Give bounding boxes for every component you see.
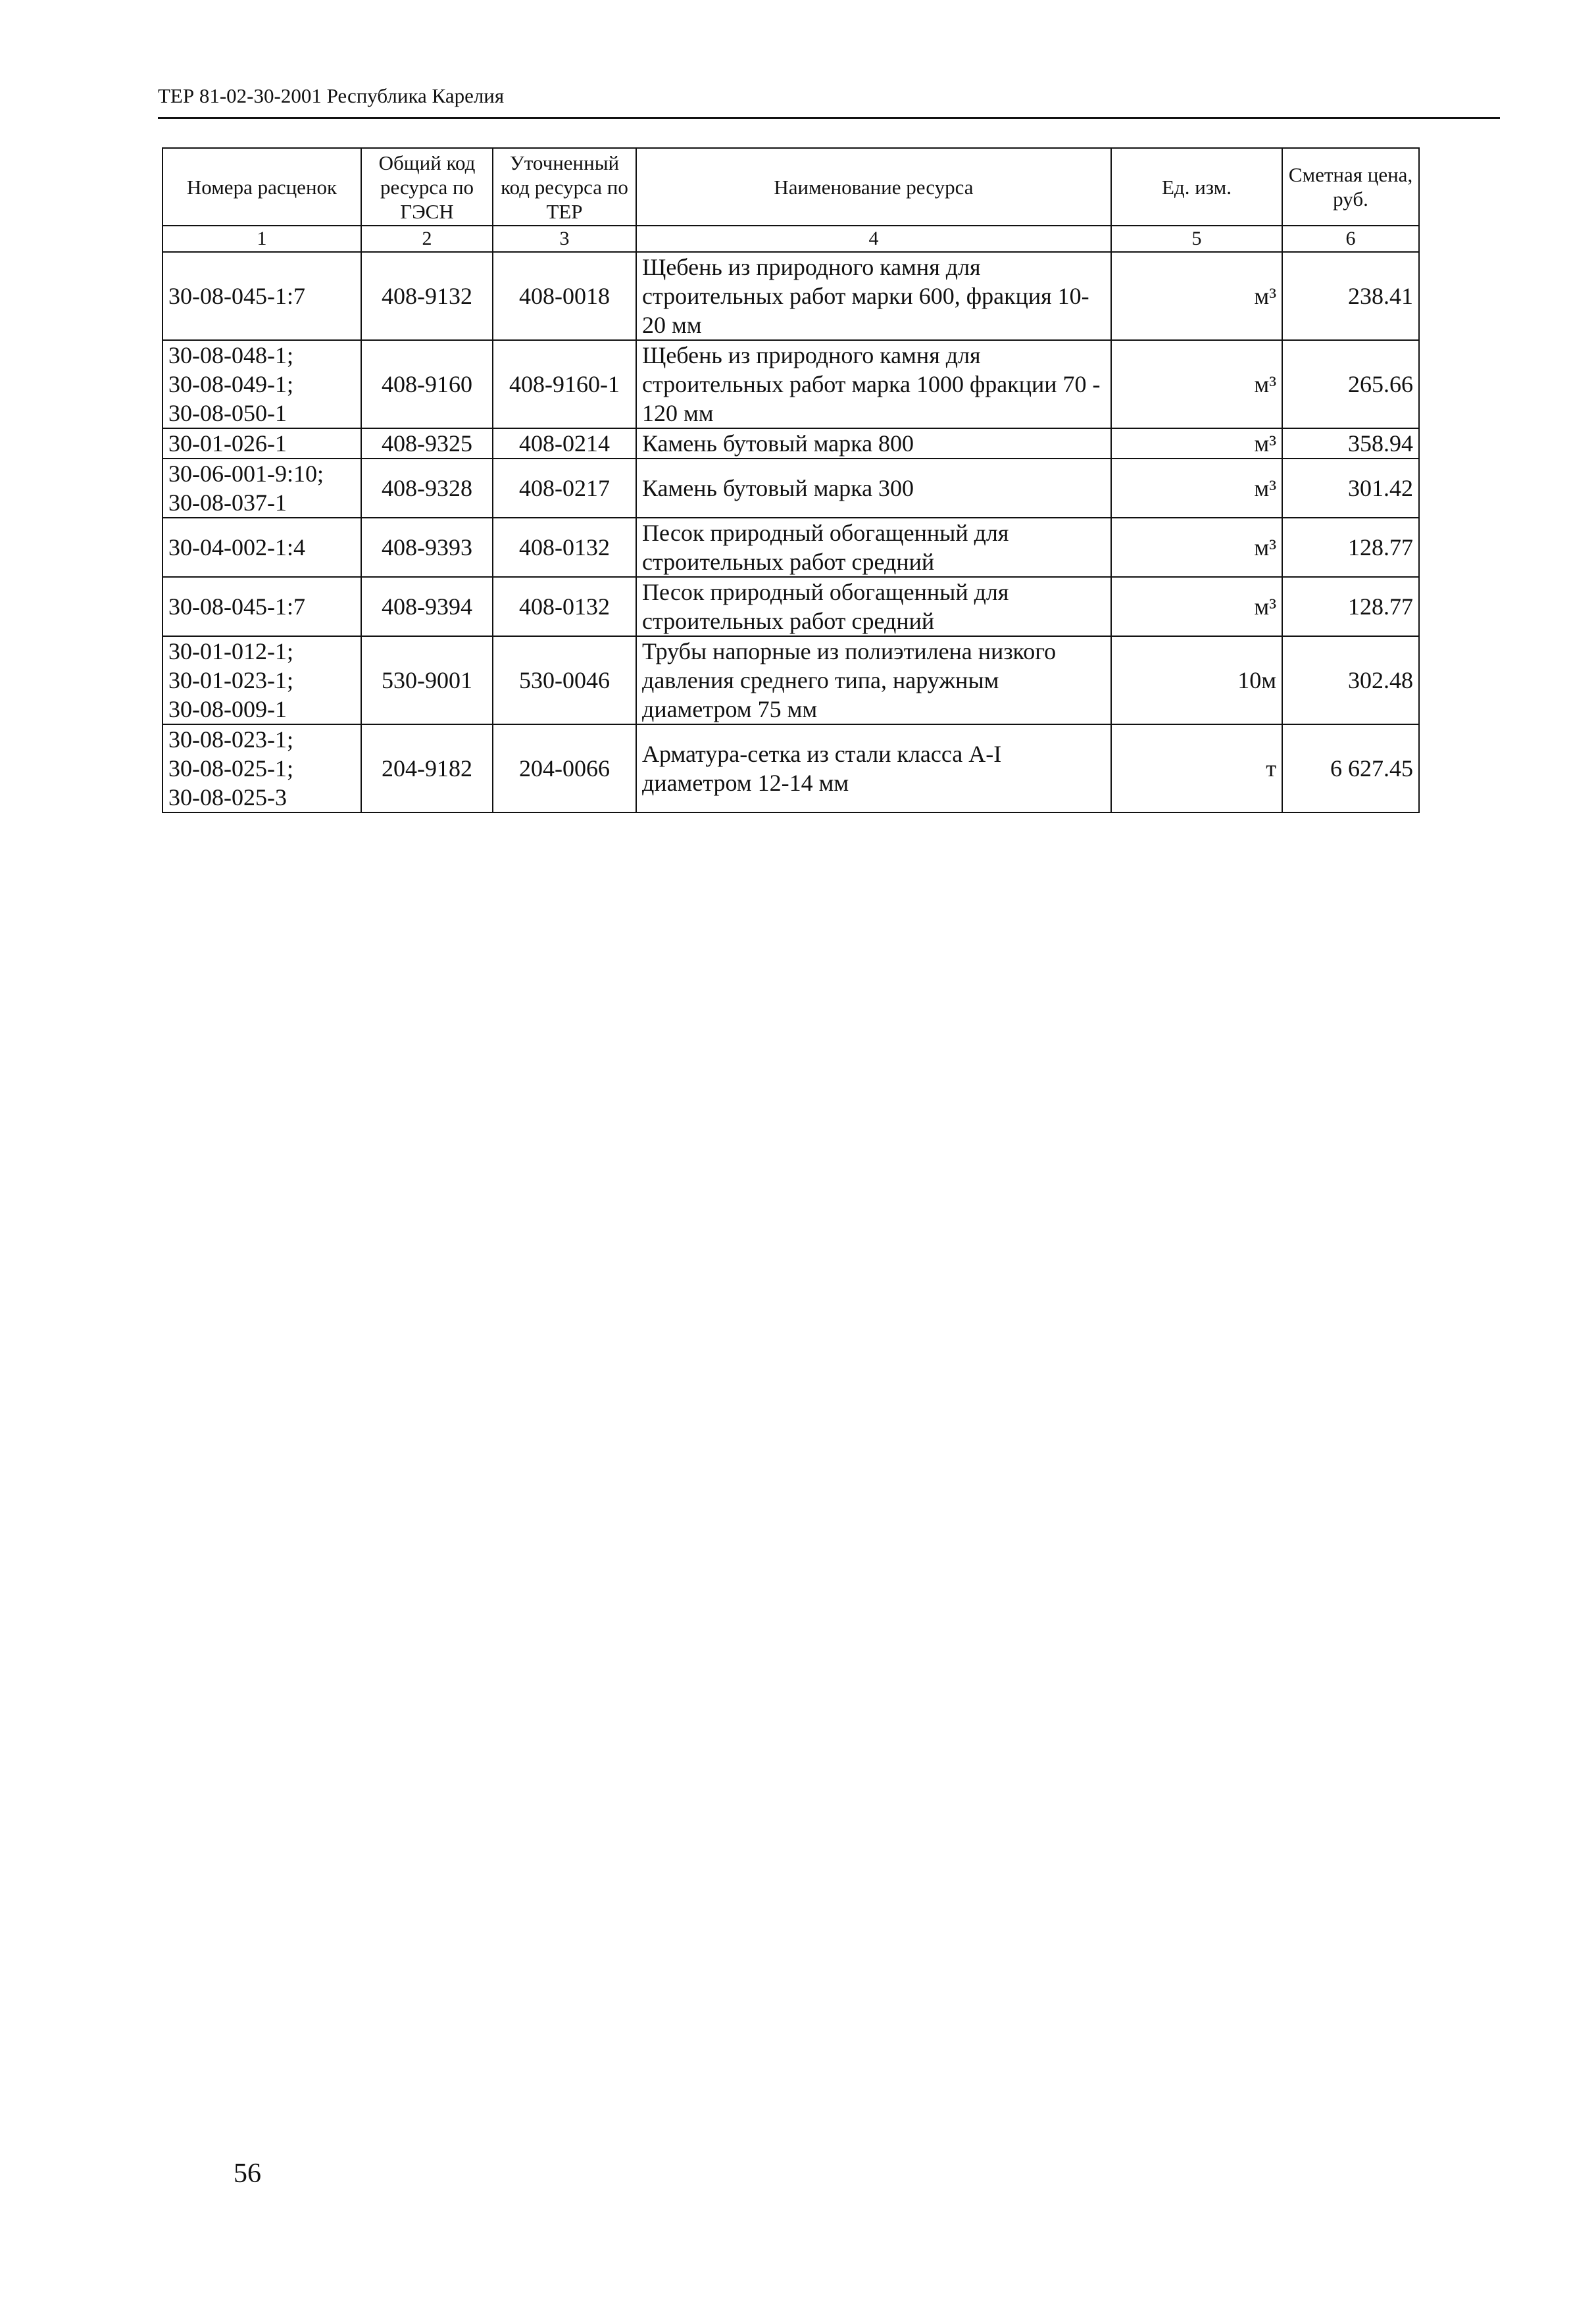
unit-cell: м³: [1111, 459, 1282, 518]
resource-name-cell: Камень бутовый марка 800: [636, 428, 1111, 459]
column-header-price: Сметная цена, руб.: [1282, 148, 1419, 226]
table-header-row: [162, 148, 1419, 226]
header-rule: [158, 117, 1500, 119]
price-cell: 302.48: [1282, 636, 1419, 724]
column-number: 2: [361, 226, 493, 252]
ter-code-cell: 204-0066: [493, 724, 636, 812]
rate-numbers-cell: [162, 577, 361, 636]
rate-numbers-cell: [162, 724, 361, 812]
rate-number: 30-08-023-1;: [168, 726, 293, 753]
rate-numbers-cell: [162, 252, 361, 340]
rate-numbers-cell: [162, 428, 361, 459]
price-cell: 128.77: [1282, 577, 1419, 636]
column-number: 3: [493, 226, 636, 252]
rate-number: 30-08-037-1: [168, 489, 287, 516]
price-cell: 128.77: [1282, 518, 1419, 577]
table-row: [162, 724, 1419, 812]
rate-number: 30-08-025-3: [168, 784, 287, 810]
gesn-code-cell: 408-9132: [361, 252, 493, 340]
resource-price-table: [162, 147, 1420, 813]
table-row: [162, 518, 1419, 577]
ter-code-cell: 408-0132: [493, 577, 636, 636]
rate-number: 30-01-026-1: [168, 430, 287, 457]
rate-number: 30-08-049-1;: [168, 371, 293, 397]
resource-name-cell: Щебень из природного камня для строительных работ марки 600, фракция 10-20 мм: [636, 252, 1111, 340]
rate-numbers-cell: [162, 340, 361, 428]
column-number: 6: [1282, 226, 1419, 252]
price-cell: 301.42: [1282, 459, 1419, 518]
resource-name-cell: Камень бутовый марка 300: [636, 459, 1111, 518]
ter-code-cell: 530-0046: [493, 636, 636, 724]
rate-numbers-cell: [162, 459, 361, 518]
unit-cell: 10м: [1111, 636, 1282, 724]
unit-cell: м³: [1111, 252, 1282, 340]
rate-number: 30-01-012-1;: [168, 638, 293, 664]
rate-number: 30-08-025-1;: [168, 755, 293, 782]
rate-numbers-cell: [162, 636, 361, 724]
column-header-resource-name: Наименование ресурса: [636, 148, 1111, 226]
gesn-code-cell: 530-9001: [361, 636, 493, 724]
column-number: 1: [162, 226, 361, 252]
column-header-gesn-code: Общий код ресурса по ГЭСН: [361, 148, 493, 226]
unit-cell: м³: [1111, 518, 1282, 577]
resource-name-cell: Песок природный обогащенный для строительных работ средний: [636, 577, 1111, 636]
column-number: 4: [636, 226, 1111, 252]
table-row: [162, 577, 1419, 636]
gesn-code-cell: 408-9160: [361, 340, 493, 428]
table-row: [162, 428, 1419, 459]
column-header-unit: Ед. изм.: [1111, 148, 1282, 226]
ter-code-cell: 408-0214: [493, 428, 636, 459]
document-header: ТЕР 81-02-30-2001 Республика Карелия: [158, 84, 505, 107]
unit-cell: м³: [1111, 577, 1282, 636]
rate-number: 30-08-050-1: [168, 400, 287, 426]
column-number: 5: [1111, 226, 1282, 252]
table-row: [162, 636, 1419, 724]
ter-code-cell: 408-0132: [493, 518, 636, 577]
price-cell: 358.94: [1282, 428, 1419, 459]
gesn-code-cell: 408-9325: [361, 428, 493, 459]
ter-code-cell: 408-0217: [493, 459, 636, 518]
table-row: [162, 340, 1419, 428]
resource-name-cell: Трубы напорные из полиэтилена низкого давления среднего типа, наружным диаметром 75 мм: [636, 636, 1111, 724]
ter-code-cell: 408-0018: [493, 252, 636, 340]
gesn-code-cell: 408-9328: [361, 459, 493, 518]
rate-numbers-cell: [162, 518, 361, 577]
rate-number: 30-08-045-1:7: [168, 283, 305, 309]
rate-number: 30-08-009-1: [168, 696, 287, 722]
price-cell: 265.66: [1282, 340, 1419, 428]
rate-number: 30-06-001-9:10;: [168, 461, 324, 487]
unit-cell: м³: [1111, 428, 1282, 459]
rate-number: 30-08-048-1;: [168, 342, 293, 368]
column-header-rate-numbers: Номера расценок: [162, 148, 361, 226]
gesn-code-cell: 408-9393: [361, 518, 493, 577]
resource-name-cell: Песок природный обогащенный для строительных работ средний: [636, 518, 1111, 577]
gesn-code-cell: 204-9182: [361, 724, 493, 812]
rate-number: 30-01-023-1;: [168, 667, 293, 693]
page-number: 56: [234, 2158, 261, 2189]
unit-cell: м³: [1111, 340, 1282, 428]
rate-number: 30-08-045-1:7: [168, 593, 305, 620]
table-row: [162, 459, 1419, 518]
resource-name-cell: Щебень из природного камня для строительных работ марка 1000 фракции 70 - 120 мм: [636, 340, 1111, 428]
unit-cell: т: [1111, 724, 1282, 812]
price-cell: 6 627.45: [1282, 724, 1419, 812]
column-number-row: [162, 226, 1419, 252]
rate-number: 30-04-002-1:4: [168, 534, 305, 561]
gesn-code-cell: 408-9394: [361, 577, 493, 636]
column-header-ter-code: Уточненный код ресурса по ТЕР: [493, 148, 636, 226]
resource-name-cell: Арматура-сетка из стали класса А-I диаметром 12-14 мм: [636, 724, 1111, 812]
table-row: [162, 252, 1419, 340]
price-cell: 238.41: [1282, 252, 1419, 340]
ter-code-cell: 408-9160-1: [493, 340, 636, 428]
